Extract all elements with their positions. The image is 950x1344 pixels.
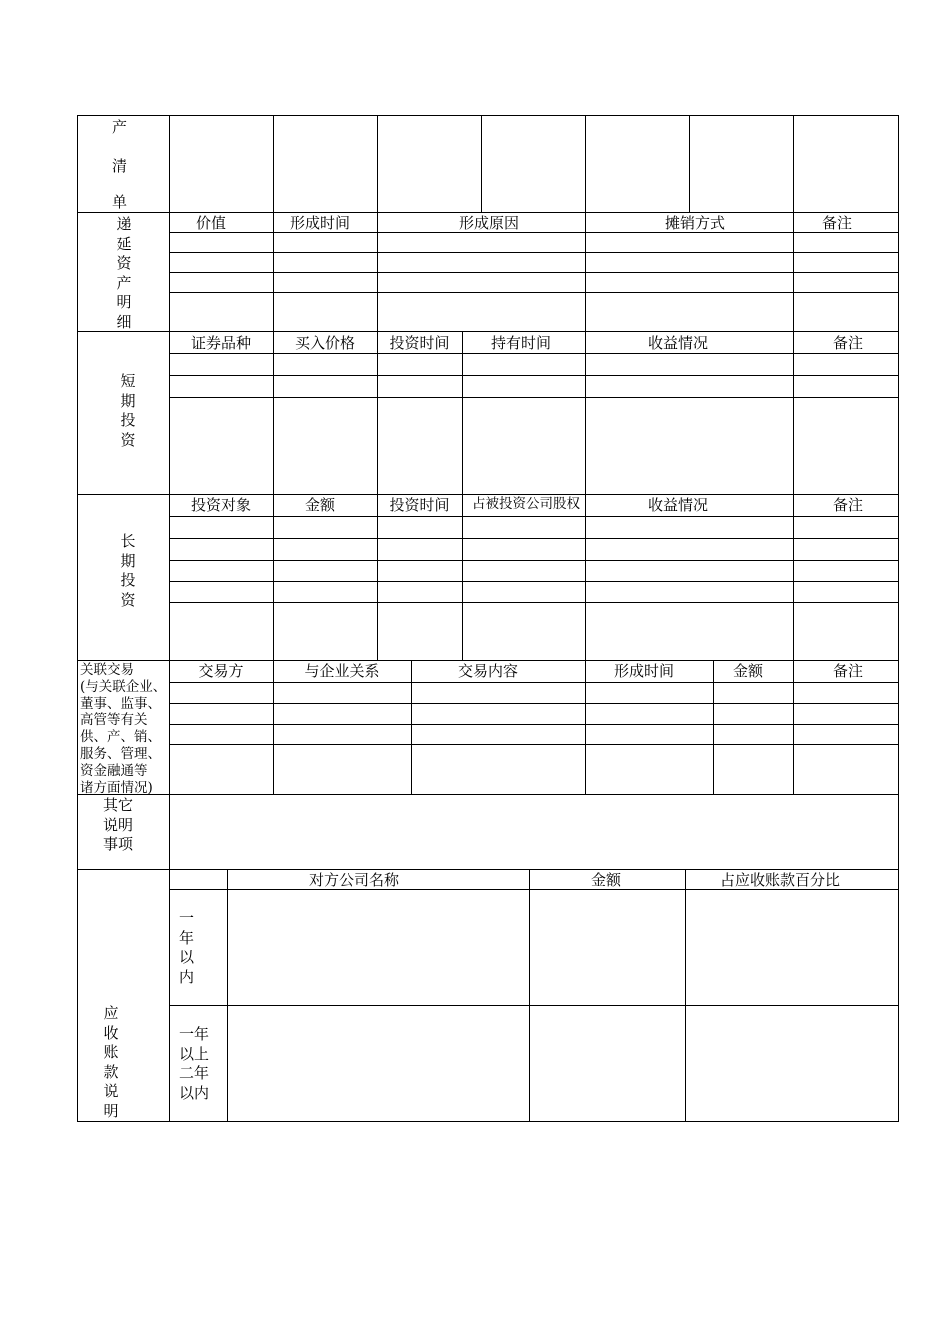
column-header: 价值	[195, 214, 226, 232]
column-header: 证券品种	[190, 334, 251, 352]
column-header: 形成时间	[613, 662, 674, 680]
row-line	[169, 252, 899, 253]
column-line	[585, 331, 586, 495]
label-char: 年	[179, 928, 195, 947]
label-line: 说明	[103, 815, 134, 834]
section-divider	[77, 212, 899, 213]
within-one-year-label	[179, 909, 194, 987]
column-line	[713, 660, 714, 795]
row-line	[169, 232, 899, 233]
column-line	[227, 869, 228, 1122]
other-notes-label	[103, 796, 133, 855]
column-line	[273, 115, 274, 213]
label-line: 董事、监事、	[80, 695, 161, 712]
label-line: 关联交易	[80, 662, 134, 678]
label-char: 递	[116, 215, 132, 233]
label-char: 款	[103, 1062, 119, 1081]
table-border-top	[77, 115, 899, 116]
column-header: 收益情况	[647, 334, 708, 352]
column-line	[689, 115, 690, 213]
row-line	[169, 581, 899, 582]
section-divider	[77, 331, 899, 332]
column-line	[273, 660, 274, 795]
column-line	[273, 331, 274, 495]
column-header: 投资时间	[389, 496, 450, 514]
label-char: 延	[116, 234, 132, 253]
short-term-label	[108, 372, 148, 450]
column-header: 交易内容	[457, 662, 518, 680]
label-line: (与关联企业、	[80, 678, 167, 695]
column-line	[793, 331, 794, 495]
column-header: 备注	[832, 496, 863, 514]
label-char: 明	[116, 293, 132, 311]
long-term-label	[108, 532, 148, 610]
label-char: 期	[120, 551, 136, 570]
column-line	[377, 331, 378, 495]
deferred-assets-label	[104, 215, 144, 332]
related-transactions-label	[80, 662, 166, 796]
column-line	[585, 115, 586, 213]
column-line	[481, 115, 482, 213]
label-char: 期	[120, 391, 136, 410]
label-char: 应	[103, 1004, 119, 1022]
row-line	[169, 375, 899, 376]
column-header: 占应收账款百分比	[719, 871, 840, 889]
label-line: 供、产、销、	[80, 729, 161, 746]
column-line	[462, 494, 463, 661]
column-header: 形成时间	[289, 214, 350, 232]
column-header: 占被投资公司股权	[472, 496, 580, 512]
column-line	[585, 494, 586, 661]
row-line	[169, 560, 899, 561]
column-line	[793, 115, 794, 213]
column-line	[377, 115, 378, 213]
label-char: 以	[179, 948, 195, 966]
label-char: 内	[179, 967, 195, 986]
label-line: 资金融通等	[80, 762, 148, 779]
row-line	[169, 397, 899, 398]
section-divider	[77, 660, 899, 661]
column-header: 与企业关系	[304, 662, 380, 680]
section-divider	[77, 794, 899, 795]
label-line: 二年	[179, 1064, 210, 1082]
column-header: 摊销方式	[664, 214, 725, 232]
column-header: 金额	[590, 871, 621, 889]
column-header: 金额	[732, 662, 763, 680]
receivables-label	[91, 1004, 131, 1121]
label-line: 诸方面情况)	[80, 779, 153, 796]
label-char: 一	[179, 909, 195, 927]
column-line	[529, 869, 530, 1122]
label-line: 以上	[179, 1044, 210, 1063]
column-header: 交易方	[198, 662, 244, 680]
row-line	[169, 292, 899, 293]
label-char: 短	[120, 372, 136, 390]
label-char: 收	[103, 1023, 119, 1042]
column-header: 备注	[821, 214, 852, 232]
label-char: 资	[120, 590, 136, 609]
section-divider	[77, 869, 899, 870]
label-char: 产	[116, 273, 132, 292]
asset-list-label-char: 清	[112, 157, 128, 175]
column-header: 备注	[832, 662, 863, 680]
column-line	[793, 660, 794, 795]
label-line: 高管等有关	[80, 712, 148, 729]
label-line: 服务、管理、	[80, 745, 161, 762]
column-line	[273, 494, 274, 661]
label-char: 明	[103, 1101, 119, 1120]
label-line: 一年	[179, 1025, 210, 1043]
row-line	[169, 703, 899, 704]
one-to-two-years-label	[179, 1025, 209, 1103]
column-line	[793, 494, 794, 661]
label-line: 其它	[103, 796, 134, 814]
column-header: 买入价格	[294, 334, 355, 352]
column-line	[685, 869, 686, 1122]
column-line	[411, 660, 412, 795]
column-header: 对方公司名称	[308, 871, 399, 889]
row-line	[169, 516, 899, 517]
label-char: 资	[116, 254, 132, 272]
row-line	[169, 353, 899, 354]
label-char: 资	[120, 430, 136, 449]
column-header: 持有时间	[490, 334, 551, 352]
column-line	[462, 331, 463, 495]
label-char: 投	[120, 571, 136, 589]
row-line	[169, 682, 899, 683]
row-line	[169, 1005, 899, 1006]
asset-list-label-char: 产	[112, 118, 128, 136]
row-line	[169, 744, 899, 745]
label-column-line	[169, 115, 170, 1122]
row-line	[169, 889, 899, 890]
table-border-left	[77, 115, 78, 1122]
section-divider	[77, 494, 899, 495]
label-char: 长	[120, 532, 136, 550]
table-border-right	[898, 115, 899, 1122]
label-line: 事项	[103, 835, 134, 853]
column-header: 收益情况	[647, 496, 708, 514]
column-header: 备注	[832, 334, 863, 352]
label-char: 账	[103, 1043, 119, 1061]
label-line: 以内	[179, 1083, 210, 1102]
column-header: 投资时间	[389, 334, 450, 352]
column-line	[377, 494, 378, 661]
label-char: 说	[103, 1082, 119, 1100]
row-line	[169, 272, 899, 273]
table-border-bottom	[77, 1121, 899, 1122]
row-line	[169, 538, 899, 539]
row-line	[169, 724, 899, 725]
column-header: 金额	[304, 496, 335, 514]
column-line	[585, 660, 586, 795]
column-header: 投资对象	[190, 496, 251, 514]
label-char: 细	[116, 312, 132, 331]
row-line	[169, 602, 899, 603]
asset-list-label-char: 单	[112, 193, 128, 211]
column-header: 形成原因	[458, 214, 519, 232]
label-char: 投	[120, 411, 136, 429]
